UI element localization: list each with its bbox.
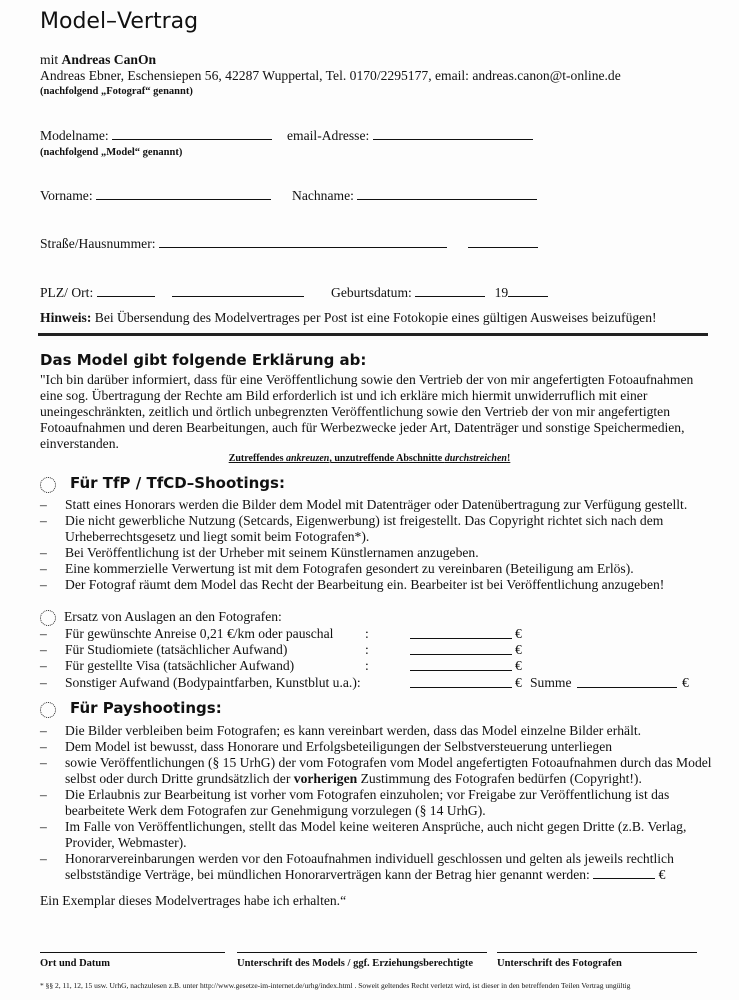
hint-label: Hinweis: [40, 310, 92, 325]
photographer-with-line [40, 52, 156, 68]
instruction-emph: durchstreichen [444, 453, 507, 464]
plz-row [40, 285, 304, 301]
instruction-part: ! [506, 453, 511, 464]
list-item-text: Dem Model ist bewusst, dass Honorare und Erfolgsbeteiligungen der Selbstversteuerung unterliegen [65, 739, 613, 754]
vorname-label: Vorname: [40, 188, 93, 203]
email-label: email-Adresse: [287, 128, 370, 143]
expense-colon: : [365, 642, 369, 657]
list-item-text: Die Bilder verbleiben beim Fotografen; es kann vereinbart werden, dass das Model einzelne Bilder erhält. [65, 723, 642, 738]
tfp-checkbox[interactable] [40, 477, 56, 493]
modelname-label: Modelname: [40, 128, 109, 143]
expense-label: Sonstiger Aufwand (Bodypaintfarben, Kunstblut u.a.): [65, 675, 361, 690]
page-title: Model–Vertrag [40, 9, 199, 34]
email-field[interactable] [373, 128, 533, 140]
list-item: – Statt eines Honorars werden die Bilder dem Model mit Datenträger oder Datenübertragung zur Verfügung gestellt. [40, 497, 688, 512]
sum-label: Summe [530, 675, 572, 690]
plz-field[interactable] [97, 285, 155, 297]
expenses-checkbox[interactable] [40, 610, 56, 626]
strasse-label: Straße/Hausnummer: [40, 236, 156, 251]
list-item: – Die nicht gewerbliche Nutzung (Setcards, Eigenwerbung) ist freigestellt. Das Copyright richtet sich nach dem Urheberrechtsgesetz und liegt somit beim Fotografen*). [40, 513, 664, 544]
hint [40, 310, 657, 326]
hint-text: Bei Übersendung des Modelvertrages per Post ist eine Fotokopie eines gültigen Ausweises beizufügen! [91, 310, 657, 325]
nachname-label: Nachname: [292, 188, 354, 203]
list-item: – Bei Veröffentlichung ist der Urheber mit seinem Künstlernamen anzugeben. [40, 545, 479, 560]
divider [38, 333, 708, 336]
instruction-part: , unzutreffende Abschnitte [329, 453, 445, 464]
geburtsdatum-row [331, 285, 548, 301]
photographer-signature-label: Unterschrift des Fotografen [497, 958, 622, 969]
pay-heading: Für Payshootings: [70, 699, 222, 717]
list-item: – Eine kommerzielle Verwertung ist mit dem Fotografen gesondert zu vereinbaren (Beteiligung am Erlös). [40, 561, 634, 576]
nachname-field[interactable] [357, 188, 537, 200]
vorname-row [40, 188, 271, 204]
plz-label: PLZ/ Ort: [40, 285, 94, 300]
year-prefix: 19 [494, 285, 509, 300]
list-item-text: Die Erlaubnis zur Bearbeitung ist vorher vom Fotografen einzuholen; vor Freigabe zur Veröffentlichung ist das bearbeitete Werk dem Fotografen zur Genehmigung vorzulegen (§ 14 UrhG). [65, 787, 670, 818]
tfp-heading: Für TfP / TfCD–Shootings: [70, 474, 285, 492]
place-date-label: Ort und Datum [40, 958, 111, 969]
email-row [287, 128, 533, 144]
model-signature-label: Unterschrift des Models / ggf. Erziehungsberechtigte [237, 958, 474, 969]
strasse-field[interactable] [159, 236, 447, 248]
list-item-emph: vorherigen [293, 771, 358, 786]
model-signature-line[interactable] [237, 952, 487, 953]
pay-checkbox[interactable] [40, 702, 56, 718]
expense-field[interactable] [410, 659, 512, 671]
expense-field[interactable] [410, 676, 512, 688]
place-date-line[interactable] [40, 952, 225, 953]
list-item: – Die Bilder verbleiben beim Fotografen; es kann vereinbart werden, dass das Model einzelne Bilder erhält. [40, 723, 642, 738]
model-note: (nachfolgend „Model“ genannt) [40, 147, 183, 158]
expense-colon: : [365, 658, 369, 673]
tfp-heading-row [40, 473, 285, 493]
list-item-text: Bei Veröffentlichung ist der Urheber mit seinem Künstlernamen anzugeben. [65, 545, 479, 560]
geburtsdatum-field[interactable] [415, 285, 485, 297]
year-field[interactable] [508, 285, 548, 297]
modelname-field[interactable] [112, 128, 272, 140]
pay-list [40, 723, 712, 883]
expense-currency: € [515, 626, 522, 641]
hausnummer-field[interactable] [468, 236, 538, 248]
strasse-row [40, 236, 538, 252]
photographer-address: Andreas Ebner, Eschensiepen 56, 42287 Wuppertal, Tel. 0170/2295177, email: andreas.canon@t-online.de [40, 68, 621, 83]
vorname-field[interactable] [96, 188, 271, 200]
instruction-line [0, 451, 739, 467]
list-item-text: Der Fotograf räumt dem Model das Recht der Bearbeitung ein. Bearbeiter ist bei Veröffentlichung anzugeben! [65, 577, 665, 592]
receipt-text: Ein Exemplar dieses Modelvertrages habe ich erhalten.“ [40, 893, 347, 908]
list-item: – Honorarvereinbarungen werden vor den Fotoaufnahmen individuell geschlossen und gelten als jeweils rechtlich selbstständige Verträge, bei mündlichen Honorarverträgen kann der Betrag hier genannt werden: € [40, 851, 674, 882]
list-item-text: Zustimmung des Fotografen bedürfen (Copyright!). [357, 771, 642, 786]
expense-label: Für gestellte Visa (tatsächlicher Aufwand) [65, 658, 295, 673]
pay-heading-row [40, 698, 222, 718]
expense-field[interactable] [410, 643, 512, 655]
list-item: – Dem Model ist bewusst, dass Honorare und Erfolgsbeteiligungen der Selbstversteuerung unterliegen [40, 739, 613, 754]
expense-currency: € [515, 642, 522, 657]
instruction-emph: ankreuzen [286, 453, 330, 464]
fee-currency: € [658, 867, 666, 882]
list-item-text: Statt eines Honorars werden die Bilder dem Model mit Datenträger oder Datenübertragung zur Verfügung gestellt. [65, 497, 688, 512]
tfp-list [40, 497, 712, 593]
photographer-name: Andreas CanOn [61, 52, 157, 67]
declaration-heading: Das Model gibt folgende Erklärung ab: [40, 351, 367, 369]
geburtsdatum-label: Geburtsdatum: [331, 285, 412, 300]
expense-label: Für Studiomiete (tatsächlicher Aufwand) [65, 642, 288, 657]
expense-colon: : [365, 626, 369, 641]
list-item: – Der Fotograf räumt dem Model das Recht der Bearbeitung ein. Bearbeiter ist bei Veröffentlichung anzugeben! [40, 577, 665, 592]
sum-field[interactable] [577, 676, 677, 688]
list-item-text: Eine kommerzielle Verwertung ist mit dem Fotografen gesondert zu vereinbaren (Beteiligung am Erlös). [65, 561, 634, 576]
expense-field[interactable] [410, 627, 512, 639]
list-item-text: Honorarvereinbarungen werden vor den Fotoaufnahmen individuell geschlossen und gelten als jeweils rechtlich selbstständige Verträge, bei mündlichen Honorarverträgen kann der Betrag hier genannt werden: [65, 851, 674, 882]
expense-currency: € [515, 658, 522, 673]
footer-note: * §§ 2, 11, 12, 15 usw. UrhG, nachzulesen z.B. unter http://www.gesetze-im-internet.de/urhg/index.html . Soweit geltendes Recht verletzt wird, ist dieser in den betreffenden Teilen Vertrag ungültig [40, 981, 631, 990]
photographer-signature-line[interactable] [497, 952, 697, 953]
expense-currency: € [515, 675, 522, 690]
list-item-text: Im Falle von Veröffentlichungen, stellt das Model keine weiteren Ansprüche, auch nicht gegen Dritte (z.B. Verlag, Provider, Webmaster). [65, 819, 687, 850]
list-item: – Im Falle von Veröffentlichungen, stellt das Model keine weiteren Ansprüche, auch nicht gegen Dritte (z.B. Verlag, Provider, Webmaster). [40, 819, 687, 850]
ort-field[interactable] [172, 285, 304, 297]
sum-currency: € [682, 675, 689, 690]
list-item: – sowie Veröffentlichungen (§ 15 UrhG) der vom Fotografen vom Model angefertigten Fotoaufnahmen durch das Model selbst oder durch Dritte grundsätzlich der vorherigen Zustimmung des Fotografen bedürfen (Copyright!). [40, 755, 712, 786]
declaration-text: "Ich bin darüber informiert, dass für eine Veröffentlichung sowie den Vertrieb der von mir angefertigten Fotoaufnahmen eine sog. Übertragung der Rechte am Bild erforderlich ist und ich erkläre mich hiermit unwiderruflich mit einer uneingeschränkten, zeitlich und örtlich unbegrenzten Veröffentlichung sowie den Vertrieb der von mir angefertigten Fotoaufnahmen und deren Bearbeitungen, auch für Werbezwecke jeder Art, Datenträger und sonstige Speichermedien, einverstanden. [40, 372, 694, 451]
expenses-heading-row [40, 609, 282, 626]
list-item-text: sowie Veröffentlichungen (§ 15 UrhG) der vom Fotografen vom Model angefertigten Fotoaufnahmen durch das Model selbst oder durch Dritte grundsätzlich der [65, 755, 712, 786]
photographer-with-prefix: mit [40, 52, 62, 67]
list-item-text: Die nicht gewerbliche Nutzung (Setcards, Eigenwerbung) ist freigestellt. Das Copyright richtet sich nach dem Urheberrechtsgesetz und liegt somit beim Fotografen*). [65, 513, 664, 544]
fee-field[interactable] [593, 867, 655, 879]
instruction-part: Zutreffendes [228, 453, 286, 464]
photographer-note: (nachfolgend „Fotograf“ genannt) [40, 86, 193, 97]
expenses-heading: Ersatz von Auslagen an den Fotografen: [64, 609, 282, 624]
list-item: – Die Erlaubnis zur Bearbeitung ist vorher vom Fotografen einzuholen; vor Freigabe zur Veröffentlichung ist das bearbeitete Werk dem Fotografen zur Genehmigung vorzulegen (§ 14 UrhG). [40, 787, 670, 818]
expense-label: Für gewünschte Anreise 0,21 €/km oder pauschal [65, 626, 334, 641]
modelname-row [40, 128, 272, 144]
nachname-row [292, 188, 537, 204]
